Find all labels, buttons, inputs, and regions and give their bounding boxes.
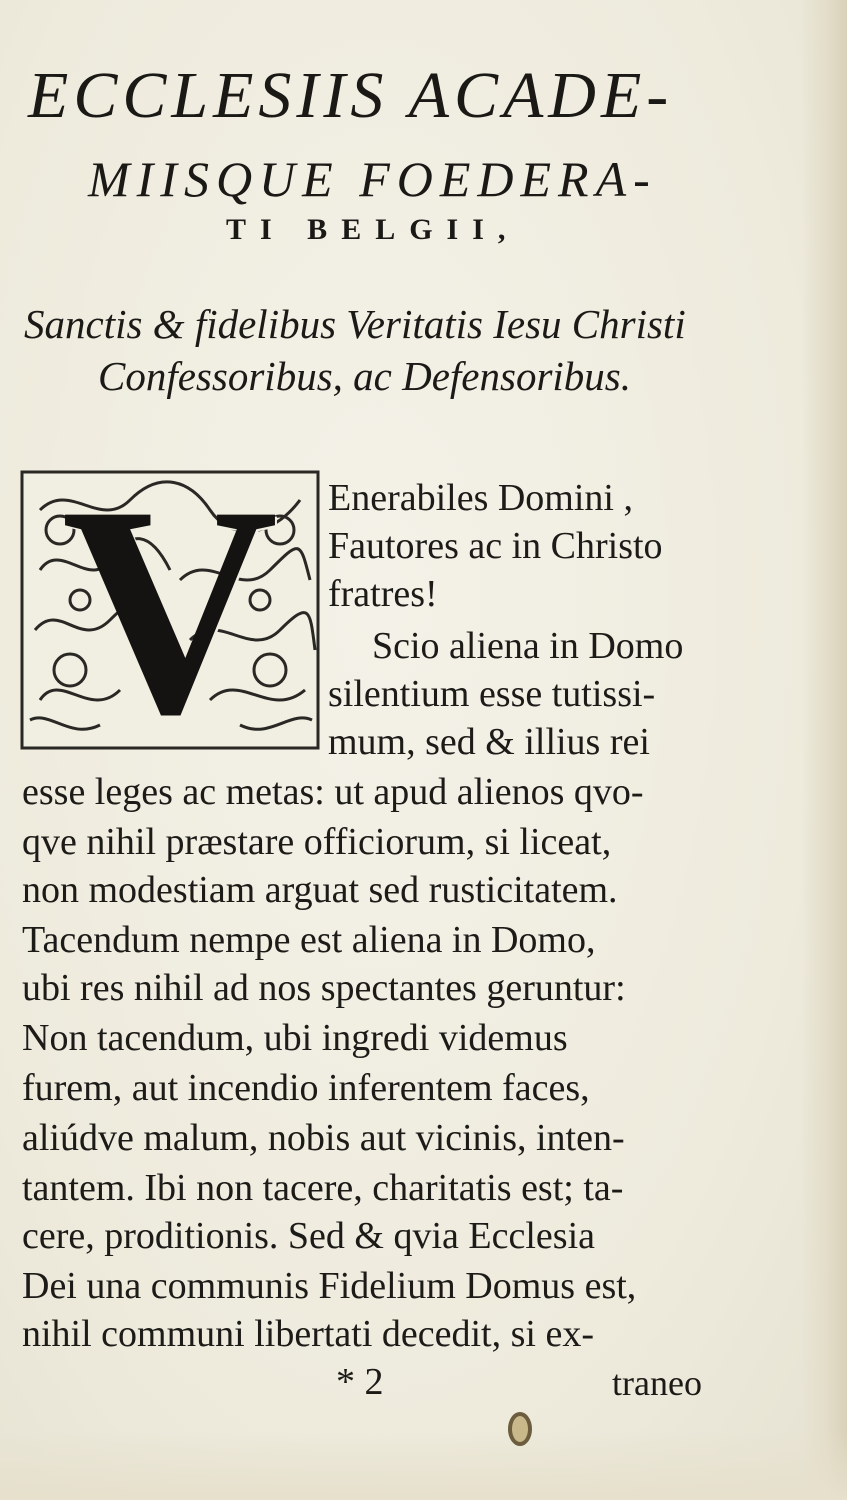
subheading-line-1: Sanctis & fidelibus Veritatis Iesu Christi	[24, 301, 686, 347]
paper-hole-icon	[508, 1412, 532, 1446]
heading-line-2: MIISQUE FOEDERA-	[88, 151, 657, 207]
body-line: ubi res nihil ad nos spectantes geruntur:	[22, 967, 626, 1009]
body-line: silentium esse tutissi-	[328, 673, 656, 715]
body-line: esse leges ac metas: ut apud alienos qvo-	[22, 771, 644, 813]
body-line: Scio aliena in Domo	[372, 625, 684, 667]
body-line: qve nihil præstare officiorum, si liceat,	[22, 821, 612, 863]
body-line: Tacendum nempe est aliena in Domo,	[22, 919, 596, 961]
body-line: furem, aut incendio inferentem faces,	[22, 1067, 590, 1109]
body-line: Enerabiles Domini ,	[328, 477, 633, 519]
body-line: aliúdve malum, nobis aut vicinis, inten-	[22, 1117, 625, 1159]
catchword: traneo	[612, 1363, 702, 1403]
page-bottom-shadow	[0, 1430, 847, 1500]
body-line: tantem. Ibi non tacere, charitatis est; ta-	[22, 1167, 624, 1209]
signature-mark: * 2	[336, 1361, 384, 1403]
initial-letter: V	[61, 444, 279, 776]
heading-line-1: ECCLESIIS ACADE-	[28, 59, 674, 132]
body-line: mum, sed & illius rei	[328, 721, 650, 763]
body-line: Non tacendum, ubi ingredi videmus	[22, 1017, 568, 1059]
page-edge-shadow	[801, 0, 847, 1500]
body-line: fratres!	[328, 573, 438, 615]
body-line: non modestiam arguat sed rusticitatem.	[22, 869, 618, 911]
body-line: Dei una communis Fidelium Domus est,	[22, 1265, 637, 1307]
body-line: nihil communi libertati decedit, si ex-	[22, 1313, 594, 1355]
body-line: cere, proditionis. Sed & qvia Ecclesia	[22, 1215, 595, 1257]
heading-line-3: TI BELGII,	[226, 213, 520, 246]
subheading-line-2: Confessoribus, ac Defensoribus.	[98, 353, 631, 399]
decorated-initial	[20, 444, 320, 776]
body-line: Fautores ac in Christo	[328, 525, 663, 567]
